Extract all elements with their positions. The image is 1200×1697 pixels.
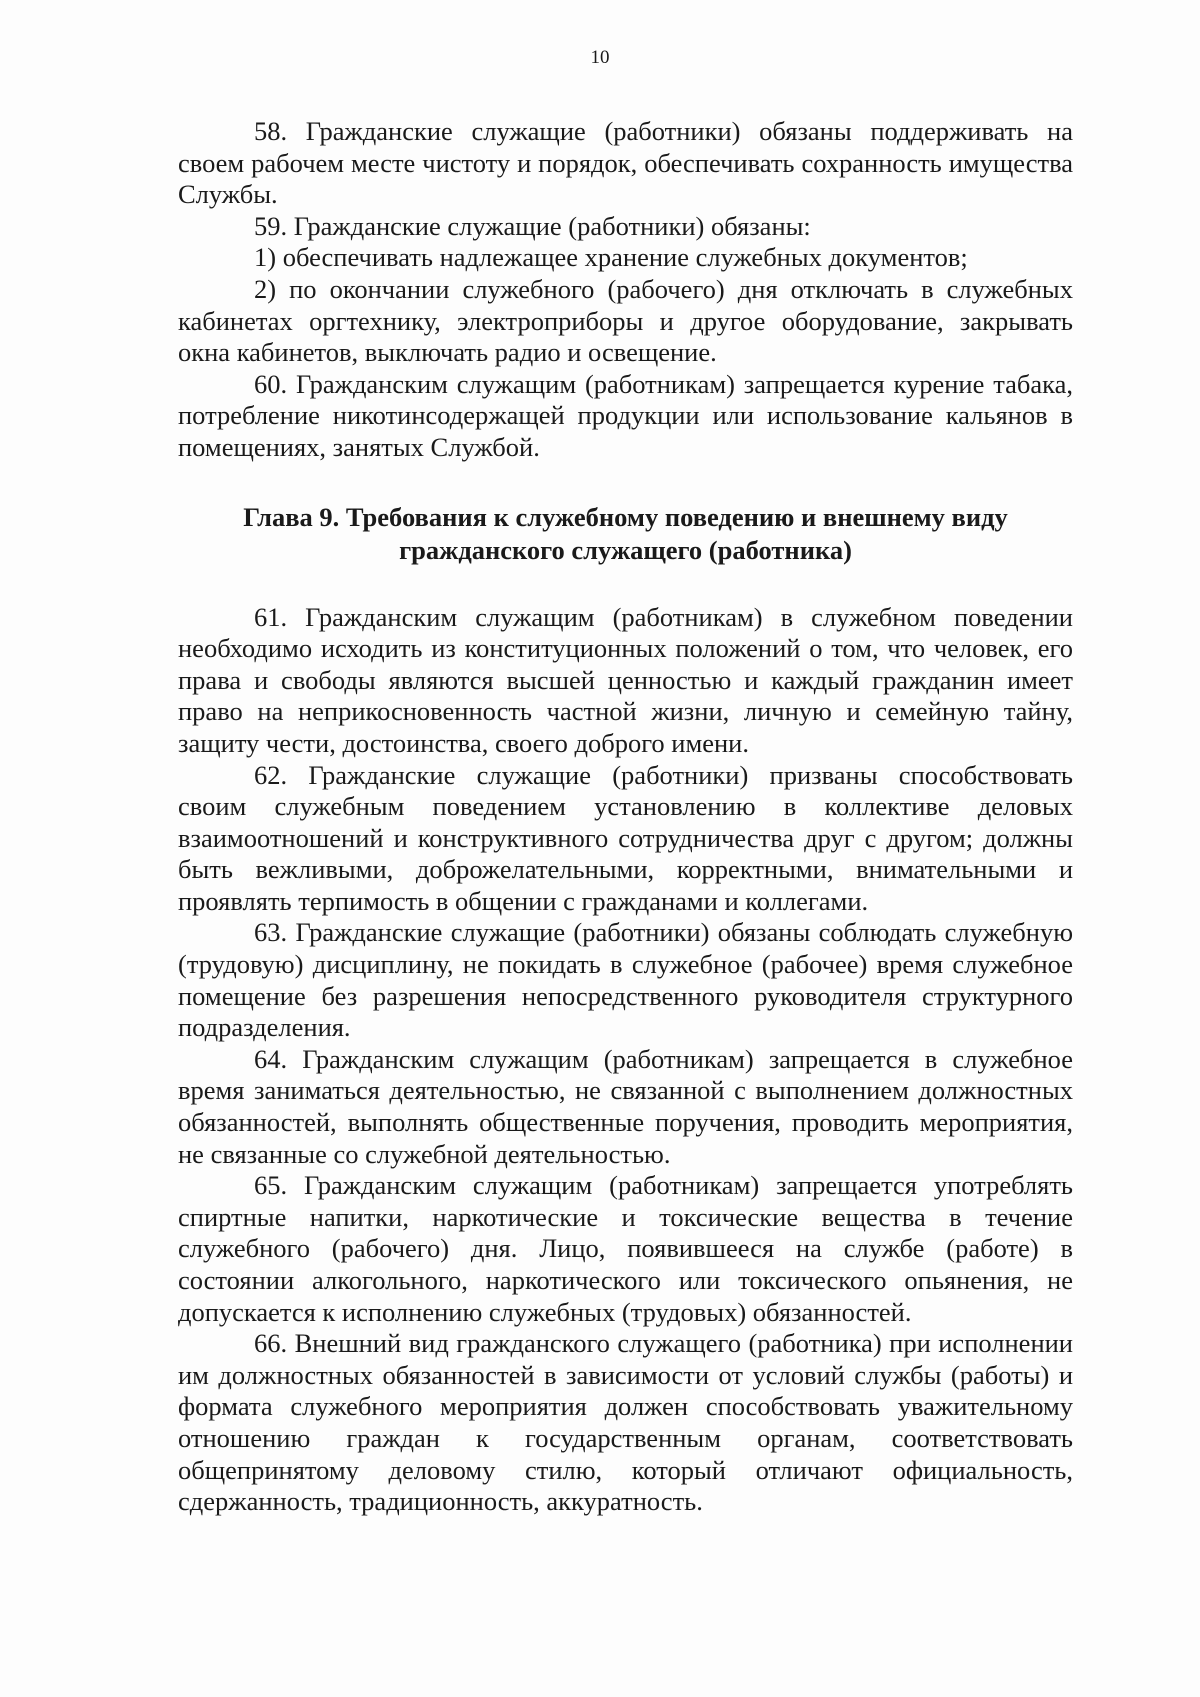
paragraph-62: 62. Гражданские служащие (работники) призваны способствовать своим служебным поведением установлению в коллективе деловых взаимоотношений и конструктивного сотрудничества друг с другом; должны быть вежливыми, доброжелательными, корректными, внимательными и проявлять терпимость в общении с гражданами и коллегами. — [178, 759, 1073, 916]
paragraph-59: 59. Гражданские служащие (работники) обязаны: — [254, 210, 811, 241]
paragraph-66: 66. Внешний вид гражданского служащего (работника) при исполнении им должностных обязанностей в зависимости от условий службы (работы) и формата служебного мероприятия должен способствовать уважительному отношению граждан к государственным органам, соответствовать общепринятому деловому стилю, который отличают официальность, сдержанность, традиционность, аккуратность. — [178, 1328, 1073, 1517]
paragraph-60: 60. Гражданским служащим (работникам) запрещается курение табака, потребление никотинсодержащей продукции или использование кальянов в помещениях, занятых Службой. — [178, 368, 1073, 462]
paragraph-59-item-2: 2) по окончании служебного (рабочего) дня отключать в служебных кабинетах оргтехнику, электроприборы и другое оборудование, закрывать окна кабинетов, выключать радио и освещение. — [178, 273, 1073, 368]
paragraph-59-item-1: 1) обеспечивать надлежащее хранение служебных документов; — [254, 242, 968, 273]
paragraph-65: 65. Гражданским служащим (работникам) запрещается употреблять спиртные напитки, наркотические и токсические вещества в течение служебного (рабочего) дня. Лицо, появившееся на службе (работе) в состоянии алкогольного, наркотического или токсического опьянения, не допускается к исполнению служебных (трудовых) обязанностей. — [178, 1170, 1073, 1327]
chapter-heading — [178, 501, 1073, 567]
page-number: 10 — [590, 47, 610, 68]
paragraph-61: 61. Гражданским служащим (работникам) в служебном поведении необходимо исходить из конституционных положений о том, что человек, его права и свободы являются высшей ценностью и каждый гражданин имеет право на неприкосновенность частной жизни, личную и семейную тайну, защиту чести, достоинства, своего доброго имени. — [178, 601, 1073, 758]
chapter-heading-line-1: Глава 9. Требования к служебному поведению и внешнему виду — [243, 501, 1008, 532]
paragraph-58: 58. Гражданские служащие (работники) обязаны поддерживать на своем рабочем месте чистоту и порядок, обеспечивать сохранность имущества Службы. — [178, 116, 1073, 210]
paragraph-64: 64. Гражданским служащим (работникам) запрещается в служебное время заниматься деятельностью, не связанной с выполнением должностных обязанностей, выполнять общественные поручения, проводить мероприятия, не связанные со служебной деятельностью. — [178, 1043, 1073, 1169]
chapter-heading-line-2: гражданского служащего (работника) — [399, 534, 852, 565]
paragraph-63: 63. Гражданские служащие (работники) обязаны соблюдать служебную (трудовую) дисциплину, не покидать в служебное (рабочее) время служебное помещение без разрешения непосредственного руководителя структурного подразделения. — [178, 917, 1073, 1043]
document-body — [178, 116, 1073, 1518]
